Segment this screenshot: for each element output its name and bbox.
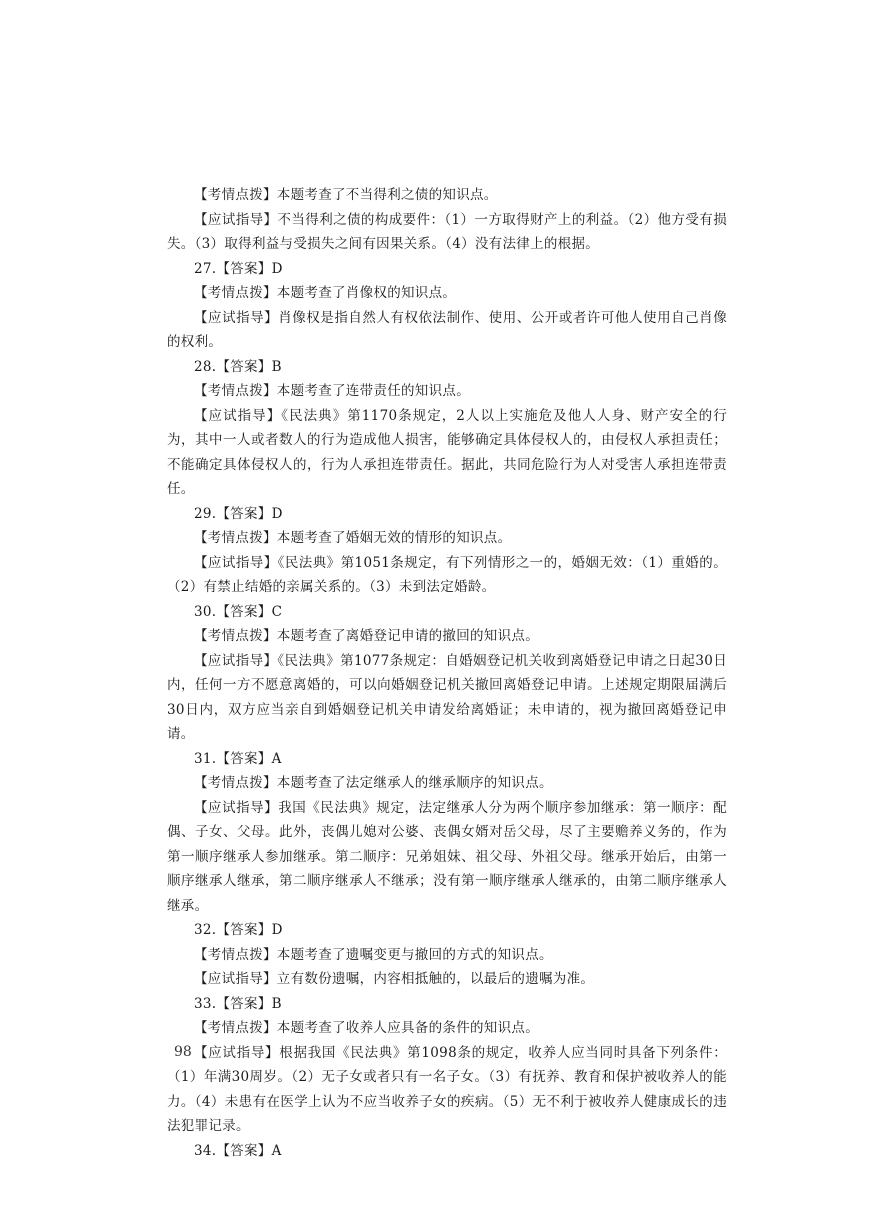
answer-line: 27.【答案】D bbox=[194, 260, 283, 277]
answer-line: 33.【答案】B bbox=[194, 995, 282, 1012]
paragraph: 【考情点拨】本题考查了离婚登记申请的撤回的知识点。 bbox=[194, 628, 539, 644]
paragraph: 【应试指导】根据我国《民法典》第1098条的规定，收养人应当同时具备下列条件：（1）年满30周岁。（2）无子女或者只有一名子女。（3）有抚养、教育和保护被收养人的能力。（4）未患有在医学上认为不应当收养子女的疾病。（5）无不利于被收养人健康成长的违法犯罪记录。 bbox=[167, 1044, 727, 1134]
answer-line: 29.【答案】D bbox=[194, 505, 283, 522]
paragraph: 【考情点拨】本题考查了连带责任的知识点。 bbox=[194, 383, 470, 399]
answer-line: 28.【答案】B bbox=[194, 358, 282, 375]
paragraph: 【应试指导】立有数份遗嘱，内容相抵触的，以最后的遗嘱为准。 bbox=[194, 971, 595, 987]
paragraph: 【考情点拨】本题考查了婚姻无效的情形的知识点。 bbox=[194, 530, 512, 546]
paragraph: 【考情点拨】本题考查了法定继承人的继承顺序的知识点。 bbox=[194, 775, 553, 791]
page-number: 98 bbox=[174, 1044, 192, 1060]
paragraph: 【应试指导】不当得利之债的构成要件：（1）一方取得财产上的利益。（2）他方受有损失。（3）取得利益与受损失之间有因果关系。（4）没有法律上的根据。 bbox=[167, 211, 727, 252]
paragraph: 【考情点拨】本题考查了遗嘱变更与撤回的方式的知识点。 bbox=[194, 946, 553, 963]
paragraph: 【应试指导】肖像权是指自然人有权依法制作、使用、公开或者许可他人使用自己肖像的权利。 bbox=[167, 309, 727, 350]
paragraph: 【考情点拨】本题考查了肖像权的知识点。 bbox=[194, 285, 457, 301]
paragraph: 【应试指导】《民法典》第1170条规定，2人以上实施危及他人人身、财产安全的行为，其中一人或者数人的行为造成他人损害，能够确定具体侵权人的，由侵权人承担责任；不能确定具体侵权人的，行为人承担连带责任。据此，共同危险行为人对受害人承担连带责任。 bbox=[167, 407, 727, 497]
answer-line: 34.【答案】A bbox=[194, 1142, 282, 1159]
answer-line: 30.【答案】C bbox=[194, 603, 283, 620]
paragraph: 【应试指导】《民法典》第1077条规定：自婚姻登记机关收到离婚登记申请之日起30日内，任何一方不愿意离婚的，可以向婚姻登记机关撤回离婚登记申请。上述规定期限届满后30日内，双方应当亲自到婚姻登记机关申请发给离婚证；未申请的，视为撤回离婚登记申请。 bbox=[167, 652, 727, 742]
paragraph: 【应试指导】我国《民法典》规定，法定继承人分为两个顺序参加继承：第一顺序：配偶、子女、父母。此外，丧偶儿媳对公婆、丧偶女婿对岳父母，尽了主要赡养义务的，作为第一顺序继承人参加继承。第二顺序：兄弟姐妹、祖父母、外祖父母。继承开始后，由第一顺序继承人继承，第二顺序继承人不继承；没有第一顺序继承人继承的，由第二顺序继承人继承。 bbox=[167, 799, 727, 914]
answer-line: 32.【答案】D bbox=[194, 922, 283, 938]
answer-explanations bbox=[167, 183, 727, 1163]
answer-line: 31.【答案】A bbox=[194, 750, 282, 767]
paragraph: 【考情点拨】本题考查了收养人应具备的条件的知识点。 bbox=[194, 1020, 539, 1036]
paragraph: 【应试指导】《民法典》第1051条规定，有下列情形之一的，婚姻无效：（1）重婚的。（2）有禁止结婚的亲属关系的。（3）未到法定婚龄。 bbox=[167, 554, 727, 595]
paragraph: 【考情点拨】本题考查了不当得利之债的知识点。 bbox=[194, 187, 498, 203]
